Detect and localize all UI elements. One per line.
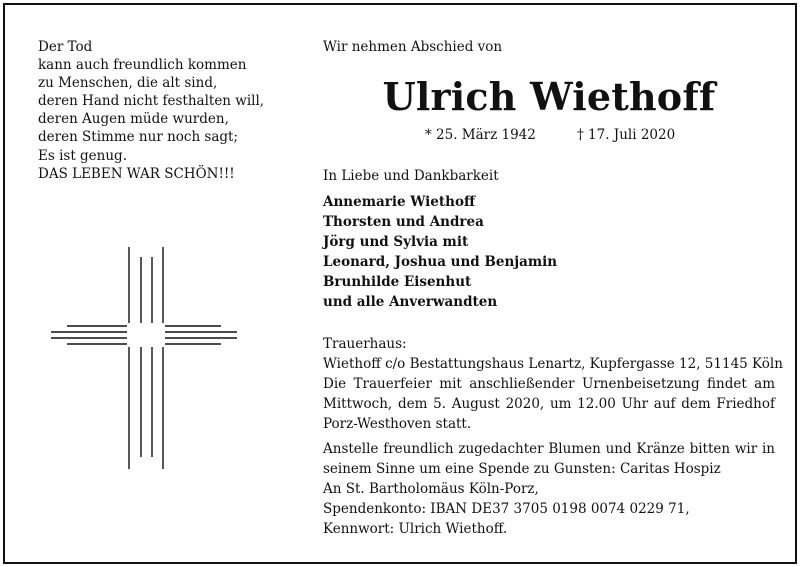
notice-column: [323, 38, 783, 537]
mourner: Leonard, Joshua und Benjamin: [323, 254, 558, 270]
poem-line: Der Tod: [38, 39, 93, 55]
deceased-name: Ulrich Wiethoff: [382, 74, 716, 119]
dedication: In Liebe und Dankbarkeit: [323, 168, 499, 184]
poem-line: deren Hand nicht festhalten will,: [38, 93, 265, 110]
mourner: Jörg und Sylvia mit: [323, 234, 469, 250]
poem-line: Es ist genug.: [38, 147, 127, 164]
donation-text: Anstelle freundlich zugedachter Blumen und Kränze bitten wir in seinem Sinne um eine Spende zu Gunsten: Caritas Hospiz: [323, 441, 775, 477]
funeral-details: Die Trauerfeier mit anschließender Urnenbeisetzung findet am Mittwoch, dem 5. August 2020, um 12.00 Uhr auf dem Friedhof Porz-Westhoven statt.: [323, 376, 775, 432]
mourner: Annemarie Wiethoff: [323, 194, 476, 210]
mourners-list: [323, 192, 557, 312]
poem-line: deren Stimme nur noch sagt;: [38, 129, 239, 146]
death-date: † 17. Juli 2020: [577, 127, 676, 143]
donation-account: Spendenkonto: IBAN DE37 3705 0198 0074 0229 71,: [323, 501, 690, 517]
donation-keyword: Kennwort: Ulrich Wiethoff.: [323, 521, 508, 537]
obituary-frame: [3, 3, 797, 564]
donation-recipient: An St. Bartholomäus Köln-Porz,: [323, 481, 539, 497]
poem-line: kann auch freundlich kommen: [38, 57, 247, 74]
poem: [38, 38, 288, 183]
intro-text: Wir nehmen Abschied von: [323, 39, 503, 55]
info-section: [323, 334, 783, 539]
trauerhaus-address: Wiethoff c/o Bestattungshaus Lenartz, Kupfergasse 12, 51145 Köln: [323, 356, 783, 372]
mourner: Brunhilde Eisenhut: [323, 274, 472, 290]
poem-line: DAS LEBEN WAR SCHÖN!!!: [38, 165, 235, 182]
life-dates: [323, 127, 775, 147]
mourner: und alle Anverwandten: [323, 294, 498, 310]
poem-line: deren Augen müde wurden,: [38, 111, 229, 128]
poem-line: zu Menschen, die alt sind,: [38, 75, 218, 92]
trauerhaus-label: Trauerhaus:: [323, 336, 407, 352]
mourner: Thorsten und Andrea: [323, 214, 484, 230]
cross-icon: [49, 245, 239, 471]
birth-date: * 25. März 1942: [425, 127, 536, 143]
